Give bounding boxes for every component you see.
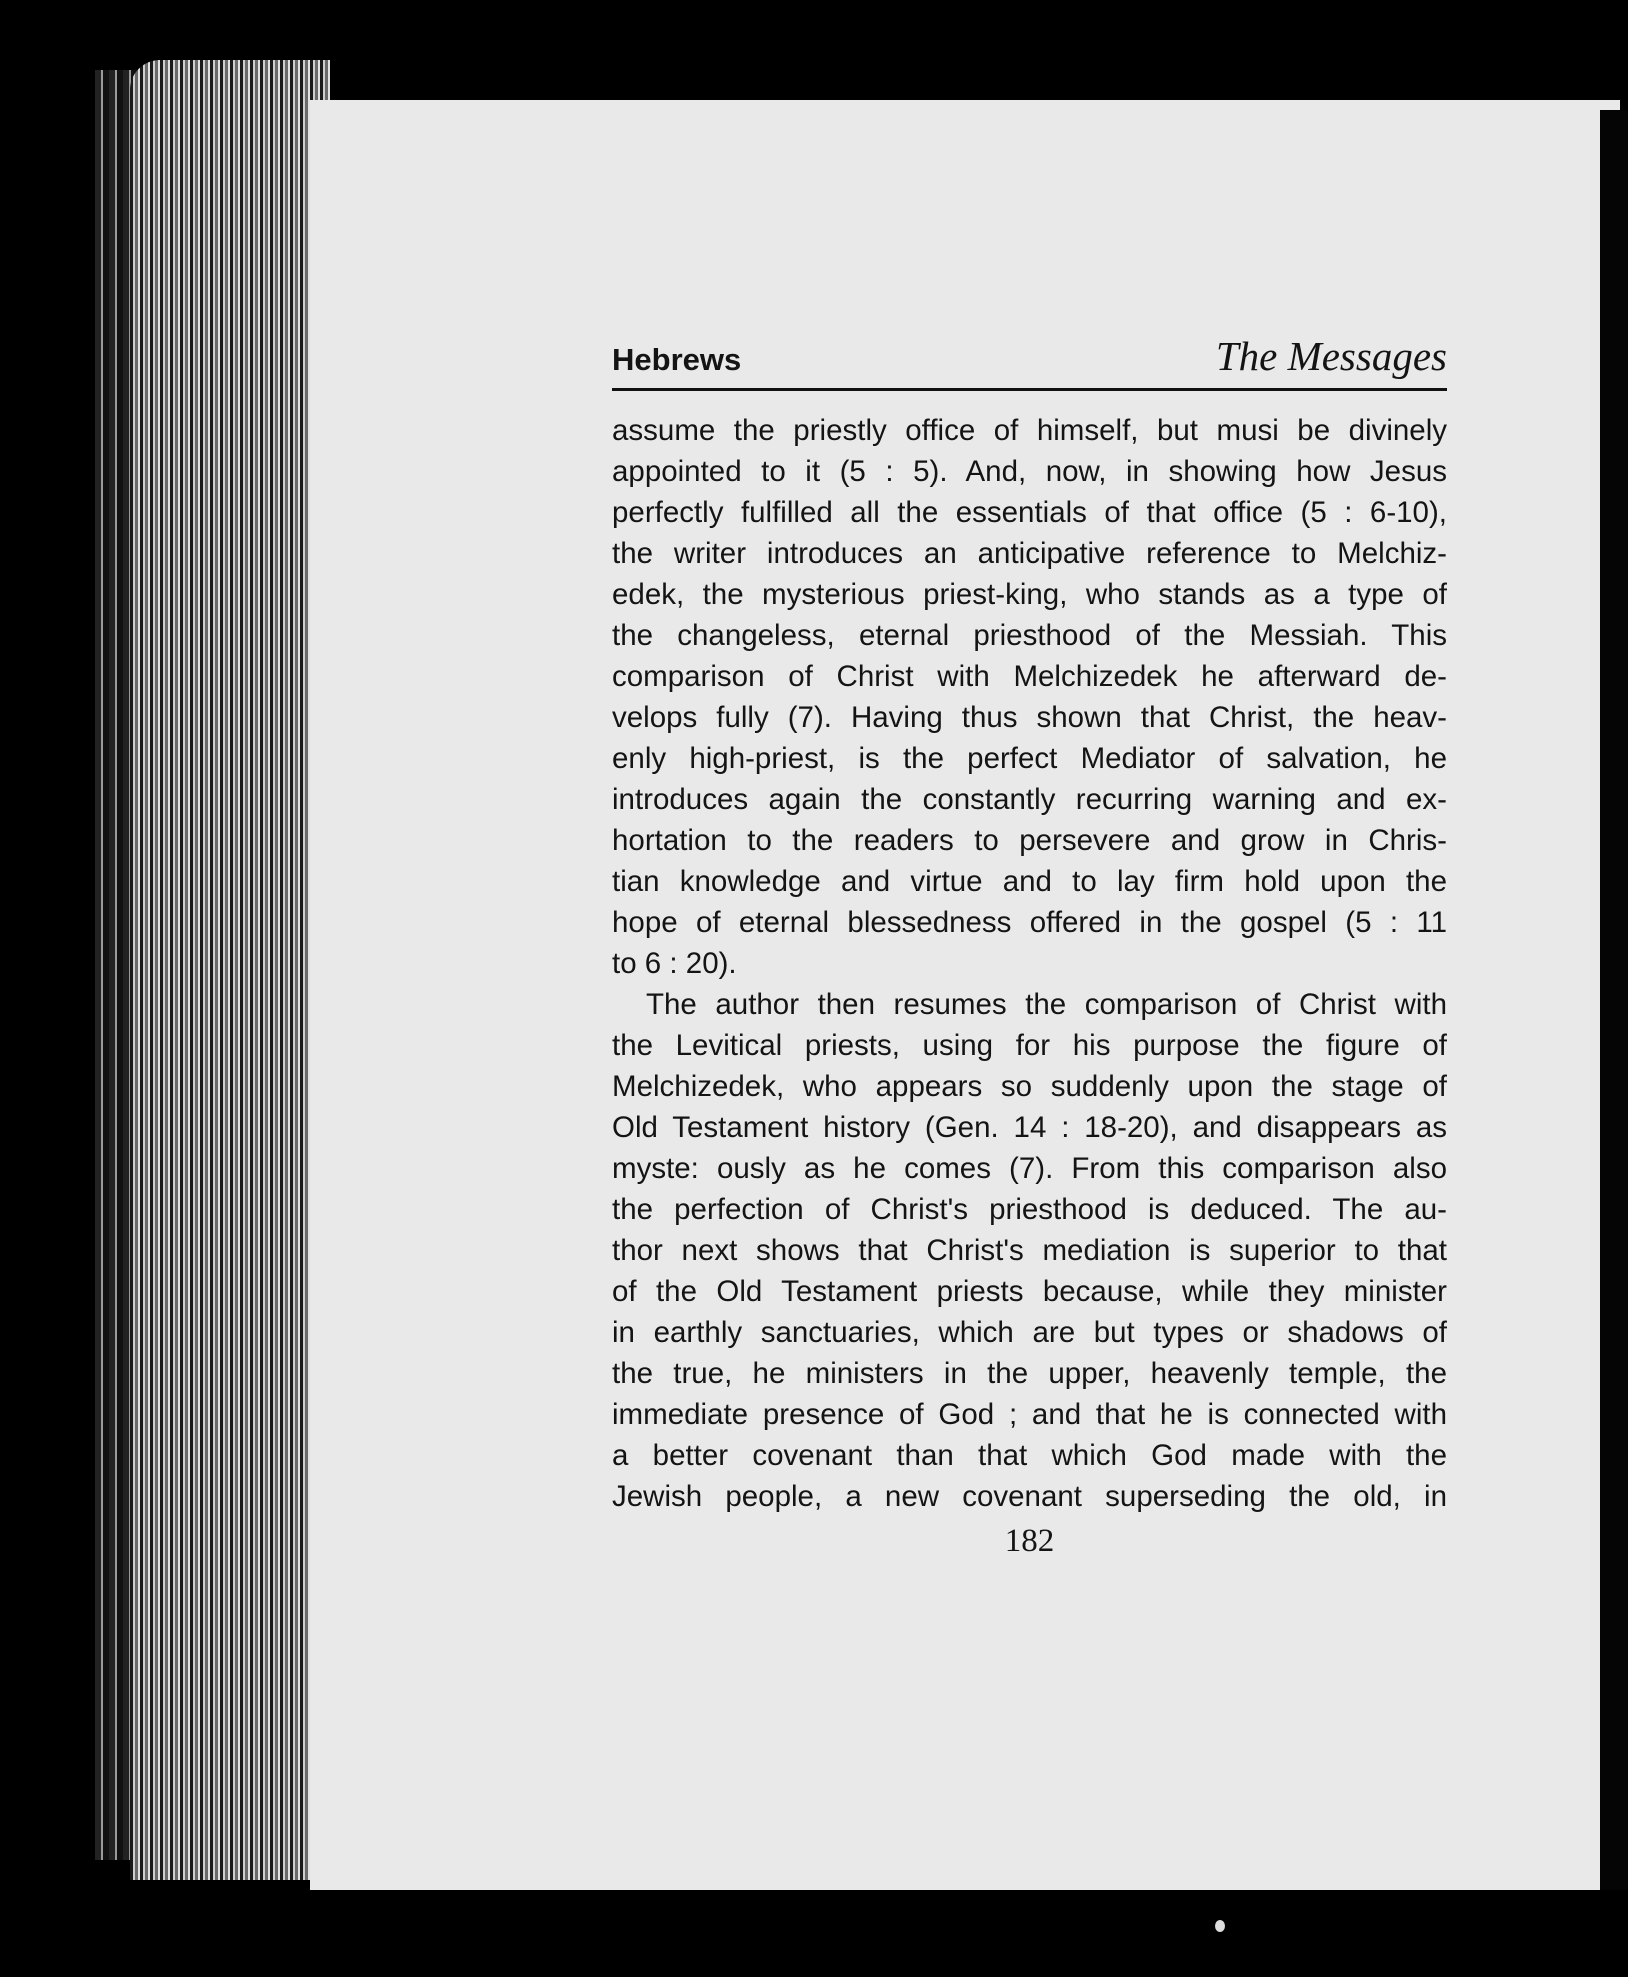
text-line: appointed to it (5 : 5). And, now, in showing how Jesus: [612, 455, 1447, 488]
text-line: perfectly fulfilled all the essentials of that office (5 : 6-10),: [612, 496, 1447, 529]
text-line: Jewish people, a new covenant superseding the old, in: [612, 1480, 1447, 1513]
book-page-stack: [130, 60, 330, 1880]
text-line: in earthly sanctuaries, which are but types or shadows of: [612, 1316, 1447, 1349]
text-line: the true, he ministers in the upper, heavenly temple, the: [612, 1357, 1447, 1390]
text-line: Melchizedek, who appears so suddenly upon the stage of: [612, 1070, 1447, 1103]
text-line: The author then resumes the comparison of Christ with: [646, 988, 1447, 1021]
running-head: [612, 328, 1447, 391]
text-line: tian knowledge and virtue and to lay firm hold upon the: [612, 865, 1447, 898]
body-text: [612, 410, 1447, 1517]
text-line: immediate presence of God ; and that he is connected with: [612, 1398, 1447, 1431]
running-head-left: Hebrews: [612, 342, 742, 377]
text-line: assume the priestly office of himself, but musi be divinely: [612, 414, 1447, 447]
text-line: velops fully (7). Having thus shown that Christ, the heav-: [612, 701, 1447, 734]
text-line: of the Old Testament priests because, while they minister: [612, 1275, 1447, 1308]
text-line: the Levitical priests, using for his purpose the figure of: [612, 1029, 1447, 1062]
dust-speck: [1215, 1920, 1225, 1932]
text-line: Old Testament history (Gen. 14 : 18-20), and disappears as: [612, 1111, 1447, 1144]
text-line: the perfection of Christ's priesthood is deduced. The au-: [612, 1193, 1447, 1226]
running-head-right: The Messages: [1215, 333, 1447, 379]
text-line: edek, the mysterious priest-king, who stands as a type of: [612, 578, 1447, 611]
text-line: a better covenant than that which God made with the: [612, 1439, 1447, 1472]
text-line: comparison of Christ with Melchizedek he afterward de-: [612, 660, 1447, 693]
text-line: hope of eternal blessedness offered in the gospel (5 : 11: [612, 906, 1447, 939]
page-edge-shadow: [1600, 110, 1628, 1890]
paragraph-1: [612, 410, 1447, 984]
page-number: 182: [1004, 1523, 1055, 1559]
paragraph-2: [612, 984, 1447, 1517]
text-line: thor next shows that Christ's mediation is superior to that: [612, 1234, 1447, 1267]
text-line: the writer introduces an anticipative reference to Melchiz-: [612, 537, 1447, 570]
text-line: enly high-priest, is the perfect Mediator of salvation, he: [612, 742, 1447, 775]
text-line: hortation to the readers to persevere and grow in Chris-: [612, 824, 1447, 857]
text-line: myste: ously as he comes (7). From this comparison also: [612, 1152, 1447, 1185]
text-line: introduces again the constantly recurring warning and ex-: [612, 783, 1447, 816]
text-line: the changeless, eternal priesthood of the Messiah. This: [612, 619, 1447, 652]
text-line: to 6 : 20).: [612, 947, 737, 980]
